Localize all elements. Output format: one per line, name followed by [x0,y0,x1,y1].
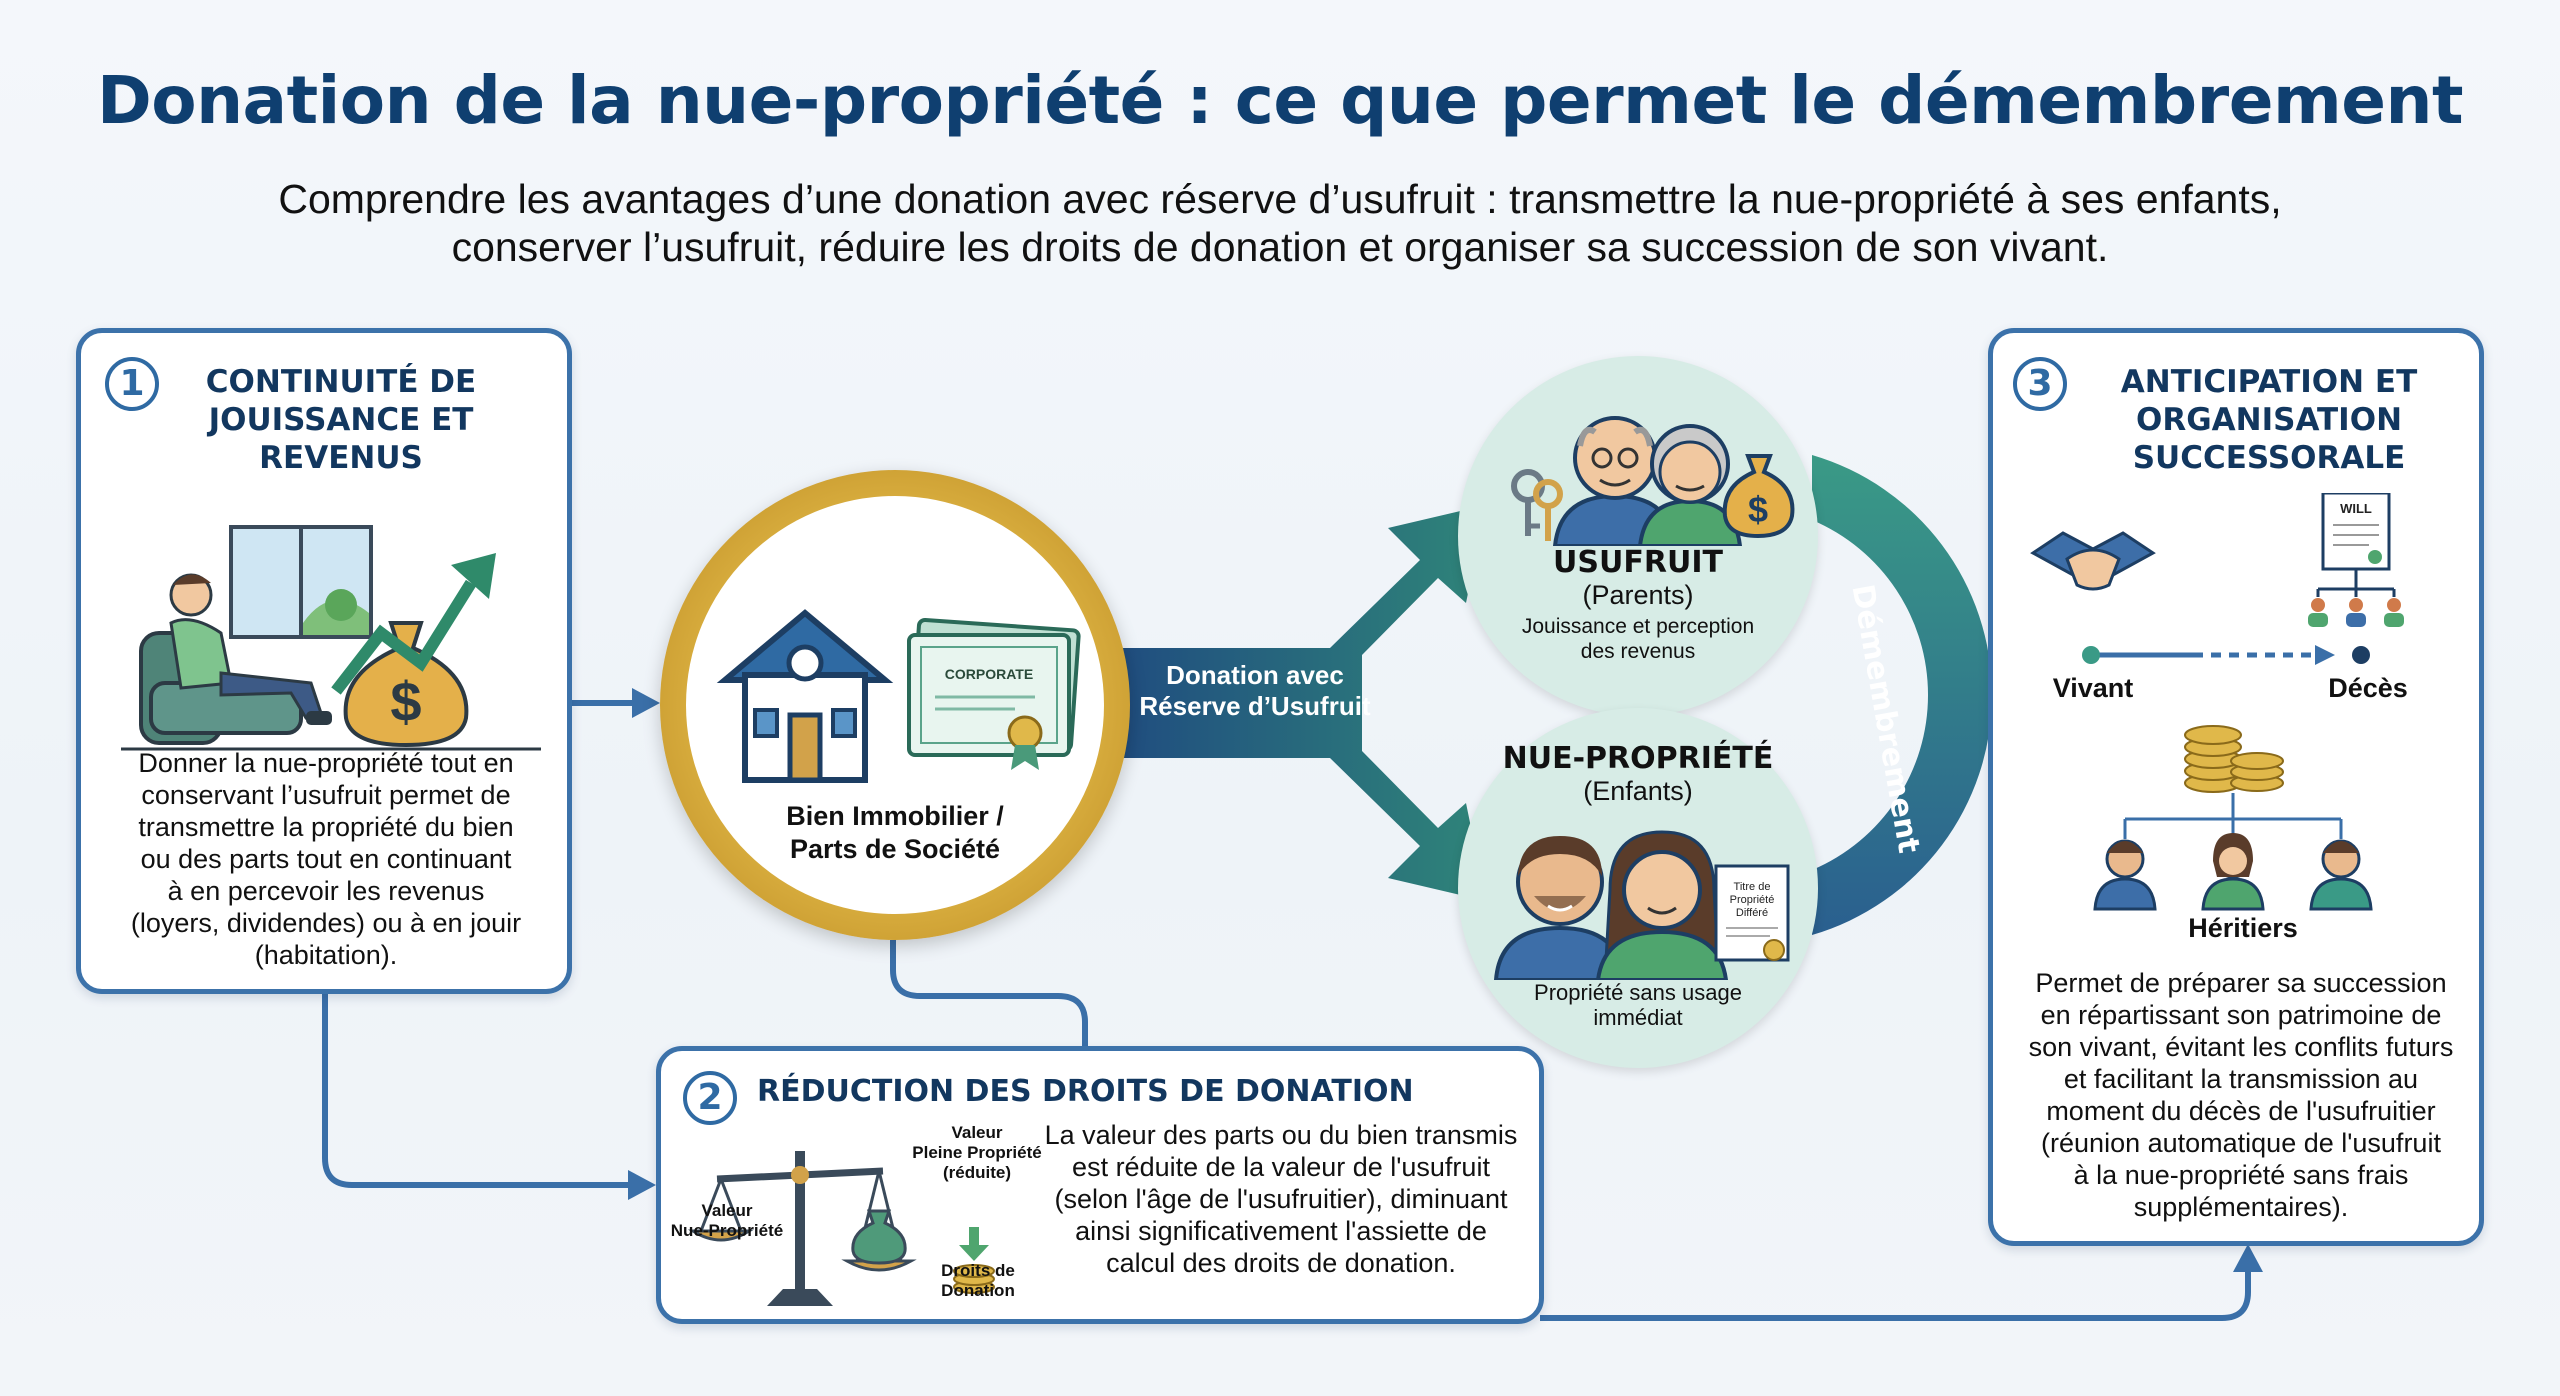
asset-illustration [715,605,1095,795]
card1-body-line: conservant l’usufruit permet de [141,780,511,810]
parents-illustration [1500,386,1800,546]
flow-label-line-1: Donation avec [1166,660,1344,690]
card1-number: 1 [105,357,159,411]
card3-title-line-2: ORGANISATION [2135,402,2403,438]
card1-body-line: transmettre la propriété du bien [138,812,514,842]
mother-avatar [1640,426,1740,546]
card2-body [1031,1119,1531,1279]
heirs-icon [2095,833,2371,909]
usufruit-who: (Parents) [1582,580,1694,610]
scale-left-label-line-2: Nue-Propriété [670,1221,784,1240]
scale-right-label-line: Valeur [951,1123,1003,1142]
subtitle-line-1: Comprendre les avantages d’une donation avec réserve d’usufruit : transmettre la nue-propriété à ses enfants, [278,176,2282,222]
usufruit-text [1478,546,1798,664]
card2-title: RÉDUCTION DES DROITS DE DONATION [757,1074,1414,1109]
property-title-document-icon [1716,866,1788,960]
card-anticipation [1988,328,2484,1246]
page-title: Donation de la nue-propriété : ce que permet le démembrement [96,62,2464,139]
flow-label [1110,660,1400,722]
vivant-label: Vivant [2052,673,2134,703]
card1-body-line: (loyers, dividendes) ou à en jouir [130,908,522,938]
doc-line-2: Propriété [1729,894,1775,906]
card3-body-line: à la nue-propriété sans frais [2073,1160,2409,1190]
card1-title-line-1: CONTINUITÉ DE [205,364,477,400]
mini-heirs-icon [2308,598,2404,627]
timeline [2082,645,2370,665]
coins-label [923,1261,1033,1301]
usufruit-desc-line-2: des revenus [1580,640,1696,663]
arrow-card1-to-asset [572,688,660,718]
card1-body-line: Donner la nue-propriété tout en [138,748,514,778]
card3-body-line: moment du décès de l'usufruitier [2046,1096,2436,1126]
scale-left-label-line-1: Valeur [701,1201,753,1220]
card3-body-line: et facilitant la transmission au [2063,1064,2419,1094]
nue-propriete-who: (Enfants) [1583,776,1693,806]
connector-asset-to-card2 [893,940,1085,1048]
relaxing-person-illustration [121,513,541,753]
keys-icon [1514,472,1560,541]
card3-body-line: son vivant, évitant les conflits futurs [2028,1032,2454,1062]
card2-number: 2 [683,1071,737,1125]
nue-propriete-desc-line-2: immédiat [1593,1005,1683,1030]
asset-label-line-2: Parts de Société [789,834,1001,864]
card3-title [2069,363,2469,477]
connector-card1-to-card2 [325,994,656,1200]
connector-card2-to-card3 [1540,1244,2263,1318]
handshake-icon [2033,533,2153,589]
card1-body-line: à en percevoir les revenus [167,876,485,906]
daughter-avatar [1598,832,1726,980]
succession-illustration [2023,493,2463,933]
nue-propriete-desc [1478,980,1798,1030]
doc-line-1: Titre de [1733,881,1771,893]
asset-label-line-1: Bien Immobilier / [786,801,1004,831]
card3-title-line-3: SUCCESSORALE [2132,440,2406,476]
scale-right-label-line: Pleine Propriété [912,1143,1042,1162]
coins-label-line-1: Droits de [941,1261,1015,1280]
subtitle-line-2: conserver l’usufruit, réduire les droits de donation et organiser sa succession de son vivant. [451,224,2109,270]
nue-propriete-title: NUE-PROPRIÉTÉ [1502,741,1774,776]
card2-body-line: La valeur des parts ou du bien transmis [1044,1120,1518,1150]
flow-label-line-2: Réserve d’Usufruit [1139,691,1371,721]
card1-title-line-2: JOUISSANCE ET [208,402,474,438]
svg-text:$: $ [390,670,422,733]
coins-label-line-2: Donation [941,1281,1015,1300]
demembrement-arc [1812,455,1992,935]
svg-text:$: $ [1747,489,1769,530]
card1-title [151,363,531,477]
card-reduction [656,1046,1544,1324]
will-label: WILL [2340,501,2372,516]
will-document-icon [2323,493,2389,569]
card3-body-line: (réunion automatique de l'usufruit [2041,1128,2441,1158]
card2-body-line: est réduite de la valeur de l'usufruit [1072,1152,1490,1182]
card1-body [101,747,551,971]
certificate-icon [909,620,1079,770]
card3-number: 3 [2013,357,2067,411]
scale-left-label [667,1201,787,1241]
card3-body-line: en répartissant son patrimoine de [2040,1000,2442,1030]
coins-stack-icon [2185,726,2283,792]
card3-title-line-1: ANTICIPATION ET [2120,364,2418,400]
doc-line-3: Différé [1735,907,1769,919]
card3-body-line: Permet de préparer sa succession [2035,968,2447,998]
demembrement-label: Démembrement [1844,581,1927,856]
nue-propriete-desc-line-1: Propriété sans usage [1534,980,1742,1005]
house-icon [725,613,885,780]
certificate-label: CORPORATE [944,666,1034,682]
card-continuite [76,328,572,994]
children-illustration [1490,810,1810,980]
card1-body-line: (habitation). [254,940,398,970]
card2-body-line: calcul des droits de donation. [1106,1248,1456,1278]
usufruit-title: USUFRUIT [1553,545,1723,580]
usufruit-desc-line-1: Jouissance et perception [1521,615,1755,638]
card1-body-line: ou des parts tout en continuant [140,844,512,874]
card1-title-line-3: REVENUS [259,440,423,476]
asset-label [720,800,1070,866]
heritiers-label: Héritiers [2188,913,2298,943]
money-bag-icon [1725,456,1793,536]
card2-body-line: (selon l'âge de l'usufruitier), diminuant [1054,1184,1508,1214]
nue-propriete-header [1478,742,1798,806]
card2-body-line: ainsi significativement l'assiette de [1075,1216,1487,1246]
card3-body-line: supplémentaires). [2133,1192,2349,1222]
card3-body [2009,967,2473,1223]
deces-label: Décès [2328,673,2408,703]
scale-right-label-line: (réduite) [943,1163,1011,1182]
